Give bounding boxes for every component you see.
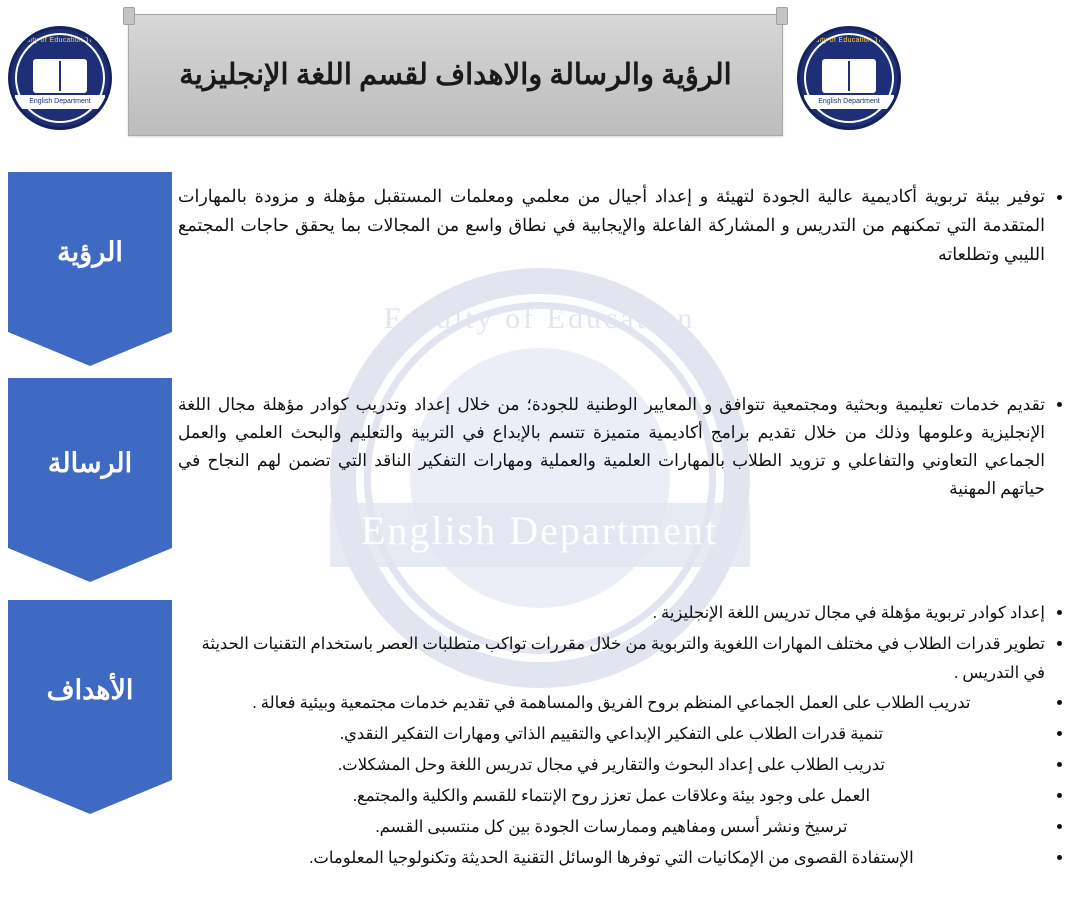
logo-banner-left: English Department [15,95,105,109]
section-label-vision [8,172,172,332]
title-plate [128,14,783,136]
faculty-logo-left-icon [8,26,112,130]
section-label-mission [8,378,172,548]
document-body [0,160,1079,920]
section-mission-text [178,391,1071,503]
list-item: • إعداد كوادر تربوية مؤهلة في مجال تدريس اللغة الإنجليزية . [178,599,1045,628]
page-title: الرؤية والرسالة والاهداف لقسم اللغة الإنجليزية [179,58,732,91]
goals-list [178,599,1071,873]
section-goals-text [178,599,1071,873]
section-label-vision-text: الرؤية [57,236,123,267]
list-item: • تقديم خدمات تعليمية وبحثية ومجتمعية تتوافق و المعايير الوطنية للجودة؛ من خلال إعداد وتدريب كوادر مؤهلة مجال اللغة الإنجليزية وعلومها وذلك من خلال تقديم برامج أكاديمية متميزة تتسم بالإبداع في التربية والتعليم والبحث العلمي والعمل الجماعي التعاوني والتفاعلي و تزويد الطلاب بالمهارات العلمية والعملية ومهارات التفكير الناقد التي تضمن لهم النجاح في حياتهم المهنية [178,391,1045,503]
logo-top-text-left: Faculty of Education Tripoli [13,37,107,44]
logo-top-text-right: Faculty of Education Tripoli [802,37,896,44]
book-icon-left [33,59,87,93]
book-icon-right [822,59,876,93]
sections-text-column [172,160,1079,920]
section-labels-column [0,160,172,920]
watermark-top-text: Faculty of Education [383,301,696,335]
plate-pin-right-icon [776,7,788,25]
mission-list [178,391,1071,503]
logo-banner-right: English Department [804,95,894,109]
section-label-goals [8,600,172,780]
list-item: • توفير بيئة تربوية أكاديمية عالية الجودة لتهيئة و إعداد أجيال من معلمي ومعلمات المستقبل مؤهلة و مزودة بالمهارات المتقدمة التي تمكنهم من التدريس و المشاركة الفاعلة والإيجابية في نطاق واسع من المجالات بما يحقق حاجات المجتمع الليبي وتطلعاته [178,182,1045,269]
list-item: • ترسيخ ونشر أسس ومفاهيم وممارسات الجودة بين كل منتسبى القسم. [178,813,1045,842]
list-item: • العمل على وجود بيئة وعلاقات عمل تعزز روح الإنتماء للقسم والكلية والمجتمع. [178,782,1045,811]
faculty-logo-right-icon [797,26,901,130]
section-vision-text [178,182,1071,269]
list-item: • الإستفادة القصوى من الإمكانيات التي توفرها الوسائل التقنية الحديثة وتكنولوجيا المعلومات. [178,844,1045,873]
vision-list [178,182,1071,269]
list-item: • تطوير قدرات الطلاب في مختلف المهارات اللغوية والتربوية من خلال مقررات تواكب متطلبات العصر باستخدام التقنيات الحديثة في التدريس . [178,630,1045,688]
document-header [0,0,1079,160]
list-item: • تدريب الطلاب على إعداد البحوث والتقارير في مجال تدريس اللغة وحل المشكلات. [178,751,1045,780]
watermark-band-text: English Department [360,508,719,554]
plate-pin-left-icon [123,7,135,25]
list-item: • تدريب الطلاب على العمل الجماعي المنظم بروح الفريق والمساهمة في تقديم خدمات مجتمعية وبيئية فعالة . [178,689,1045,718]
section-label-goals-text: الأهداف [46,674,134,705]
list-item: • تنمية قدرات الطلاب على التفكير الإبداعي والتقييم الذاتي ومهارات التفكير النقدي. [178,720,1045,749]
section-label-mission-text: الرسالة [47,447,133,478]
